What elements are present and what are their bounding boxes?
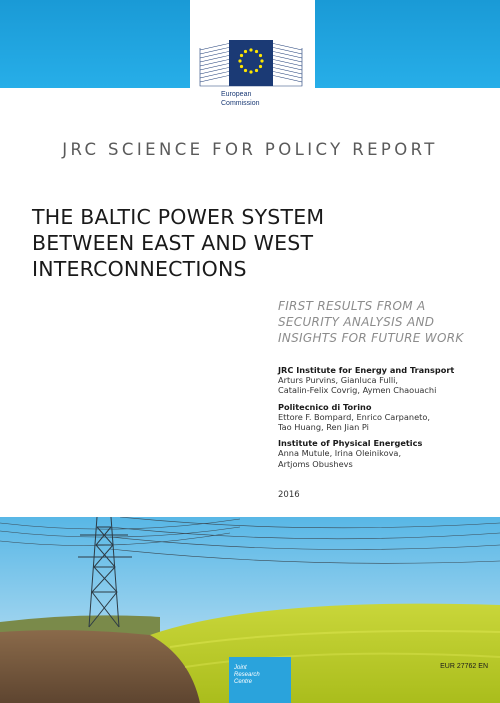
eur-number: EUR 27762 EN [440,663,488,670]
author-line: Catalin-Felix Covrig, Aymen Chaouachi [278,385,437,396]
subtitle-line: SECURITY ANALYSIS AND [278,315,435,329]
institution-people [278,448,493,468]
institution-block [278,402,493,433]
institution-name: Politecnico di Torino [278,401,372,412]
logo-line-1: European [221,91,252,98]
institution-block [278,438,493,469]
subtitle-line: FIRST RESULTS FROM A [278,299,426,313]
author-line: Tao Huang, Ren Jian Pi [278,422,369,433]
author-line: Ettore F. Bompard, Enrico Carpaneto, [278,411,430,422]
institution-name: Institute of Physical Energetics [278,438,423,449]
subtitle-line: INSIGHTS FOR FUTURE WORK [278,331,464,345]
institution-people [278,375,493,395]
series-title: JRC SCIENCE FOR POLICY REPORT [62,140,438,159]
author-line: Arturs Purvins, Gianluca Fulli, [278,375,399,386]
title-line: INTERCONNECTIONS [32,257,247,281]
jrc-logo-text [234,665,289,686]
jrc-line: Joint [234,665,247,671]
european-commission-logo [196,20,306,90]
publication-year: 2016 [278,490,300,500]
jrc-line: Research [234,672,260,678]
report-subtitle [278,298,493,346]
title-line: BETWEEN EAST AND WEST [32,231,314,255]
author-line: Artjoms Obushevs [278,458,353,469]
jrc-line: Centre [234,679,253,685]
institution-people [278,412,493,432]
author-list [278,365,493,475]
eu-flag-icon [229,40,273,86]
institution-name: JRC Institute for Energy and Transport [278,365,455,375]
report-title [32,204,452,282]
logo-text [221,90,291,108]
institution-block [278,365,493,396]
logo-line-2: Commission [221,100,260,107]
author-line: Anna Mutule, Irina Oleinikova, [278,448,402,459]
title-line: THE BALTIC POWER SYSTEM [32,205,325,229]
